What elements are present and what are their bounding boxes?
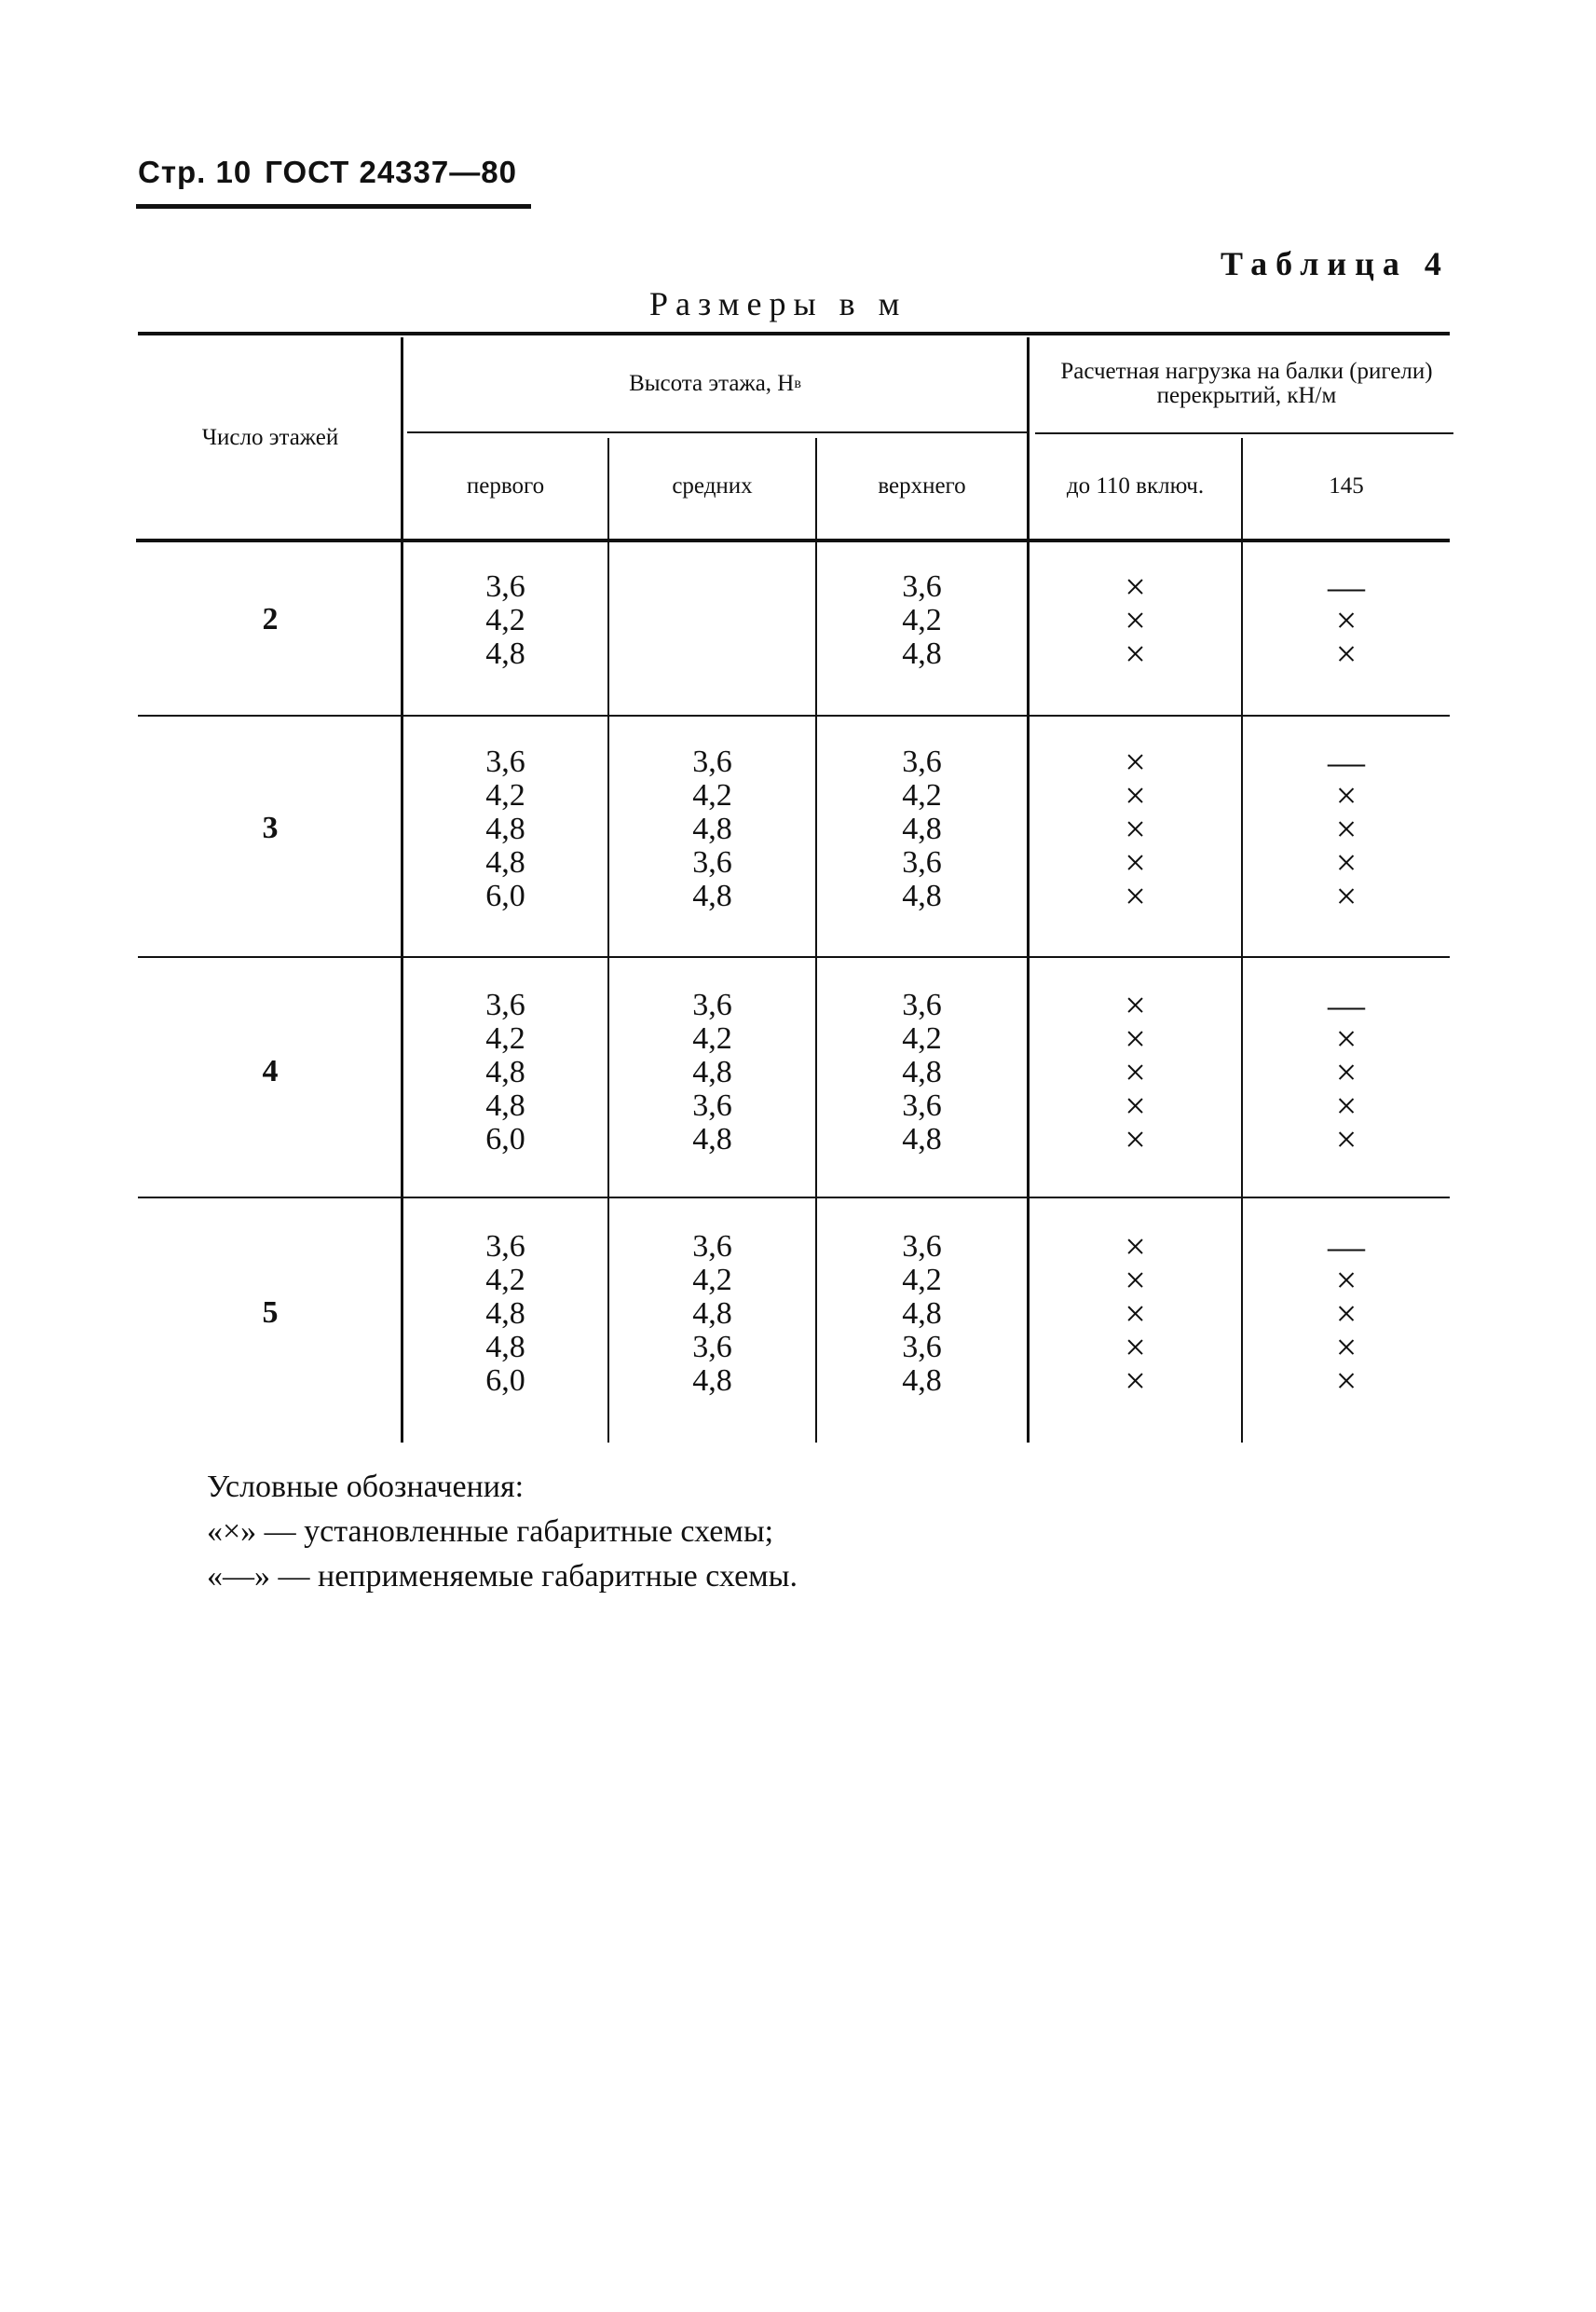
cross-mark: ×	[1125, 1293, 1146, 1334]
height-value: 6,0	[485, 1122, 525, 1156]
height-value: 3,6	[485, 569, 525, 604]
cell-top	[817, 570, 1027, 671]
height-value: 4,2	[485, 1021, 525, 1056]
cross-mark: ×	[1125, 741, 1146, 783]
cell-load145	[1243, 984, 1450, 1160]
page-header	[138, 155, 517, 190]
header-rule	[136, 204, 531, 209]
height-value: 4,2	[692, 778, 732, 813]
height-value: 4,2	[692, 1263, 732, 1297]
height-value: 3,6	[485, 745, 525, 779]
height-value: 4,2	[485, 778, 525, 813]
cell-load145	[1243, 1225, 1450, 1402]
height-value: 3,6	[902, 988, 942, 1022]
table-label: Таблица 4	[1221, 245, 1450, 282]
cross-mark: ×	[1335, 1118, 1357, 1160]
cross-mark: ×	[1125, 1360, 1146, 1402]
col-floors-header: Число этажей	[201, 425, 339, 450]
height-value: 4,2	[485, 1263, 525, 1297]
table-top-rule	[138, 332, 1450, 335]
col-height-header-subscript: в	[794, 376, 801, 391]
cross-mark: ×	[1125, 1225, 1146, 1267]
cell-top	[817, 989, 1027, 1156]
cell-load145	[1243, 566, 1450, 675]
standard-code: ГОСТ 24337—80	[265, 155, 517, 189]
cross-mark: ×	[1125, 984, 1146, 1026]
height-value: 4,8	[692, 812, 732, 846]
cross-mark: ×	[1335, 841, 1357, 883]
cross-mark: ×	[1335, 599, 1357, 641]
cross-mark: ×	[1125, 633, 1146, 675]
cross-mark: ×	[1335, 774, 1357, 816]
col-load145-header: 145	[1329, 473, 1364, 499]
cross-mark: ×	[1125, 1018, 1146, 1060]
height-value: 6,0	[485, 879, 525, 913]
cross-mark: ×	[1335, 1051, 1357, 1093]
floors-count: 3	[262, 811, 279, 845]
height-value: 4,8	[485, 1296, 525, 1331]
cell-middle	[609, 989, 815, 1156]
height-value: 4,8	[902, 1296, 942, 1331]
height-value: 3,6	[692, 1330, 732, 1364]
height-value: 4,8	[692, 1296, 732, 1331]
height-value: 3,6	[902, 745, 942, 779]
height-value: 3,6	[692, 845, 732, 880]
units-label: Размеры в м	[649, 285, 907, 322]
height-value: 4,8	[902, 1055, 942, 1089]
dash-mark: —	[1328, 741, 1365, 783]
col-first-header: первого	[466, 473, 545, 499]
height-value: 6,0	[485, 1363, 525, 1398]
cross-mark: ×	[1335, 1259, 1357, 1301]
cross-mark: ×	[1125, 1259, 1146, 1301]
dash-mark: —	[1328, 984, 1365, 1026]
legend	[207, 1465, 798, 1599]
legend-item: «—» — неприменяемые габаритные схемы.	[207, 1559, 798, 1594]
cross-mark: ×	[1335, 1326, 1357, 1368]
row-separator	[138, 1197, 1450, 1198]
cell-first	[403, 746, 607, 913]
cross-mark: ×	[1335, 875, 1357, 917]
cell-first	[403, 1230, 607, 1398]
col-load-header: Расчетная нагрузка на балки (ригели) перекрытий, кН/м	[1060, 359, 1433, 408]
height-value: 3,6	[485, 1229, 525, 1264]
cell-load110	[1030, 984, 1241, 1160]
cell-load145	[1243, 741, 1450, 917]
cross-mark: ×	[1335, 1360, 1357, 1402]
col-middle-header: средних	[672, 473, 753, 499]
height-value: 3,6	[485, 988, 525, 1022]
cross-mark: ×	[1125, 599, 1146, 641]
cell-middle	[609, 746, 815, 913]
cell-top	[817, 1230, 1027, 1398]
cross-mark: ×	[1125, 841, 1146, 883]
height-value: 4,8	[485, 845, 525, 880]
page-number: Стр. 10	[138, 155, 252, 189]
row-separator	[138, 956, 1450, 958]
height-value: 4,8	[692, 1055, 732, 1089]
cross-mark: ×	[1335, 1018, 1357, 1060]
height-value: 3,6	[902, 1330, 942, 1364]
height-value: 3,6	[692, 1088, 732, 1123]
cross-mark: ×	[1125, 774, 1146, 816]
cell-top	[817, 746, 1027, 913]
height-value: 4,8	[902, 812, 942, 846]
dash-mark: —	[1328, 566, 1365, 608]
height-value: 4,8	[692, 879, 732, 913]
height-value: 3,6	[902, 569, 942, 604]
cell-first	[403, 989, 607, 1156]
cross-mark: ×	[1125, 808, 1146, 850]
height-value: 4,2	[902, 603, 942, 637]
height-sub-rule	[407, 431, 1028, 433]
height-value: 3,6	[902, 1229, 942, 1264]
height-value: 4,2	[902, 1263, 942, 1297]
floors-count: 5	[262, 1295, 279, 1330]
cross-mark: ×	[1125, 1085, 1146, 1127]
cross-mark: ×	[1125, 566, 1146, 608]
height-value: 4,2	[902, 1021, 942, 1056]
legend-item: «×» — установленные габаритные схемы;	[207, 1514, 774, 1549]
cross-mark: ×	[1335, 808, 1357, 850]
cross-mark: ×	[1335, 1085, 1357, 1127]
cross-mark: ×	[1335, 633, 1357, 675]
cross-mark: ×	[1125, 1051, 1146, 1093]
dash-mark: —	[1328, 1225, 1365, 1267]
cross-mark: ×	[1125, 875, 1146, 917]
height-value: 4,2	[692, 1021, 732, 1056]
height-value: 4,8	[902, 1363, 942, 1398]
height-value: 4,2	[485, 603, 525, 637]
cross-mark: ×	[1125, 1118, 1146, 1160]
cross-mark: ×	[1335, 1293, 1357, 1334]
row-separator	[138, 715, 1450, 717]
col-height-header	[403, 337, 1027, 431]
floors-count: 4	[262, 1054, 279, 1088]
height-value: 4,8	[485, 1055, 525, 1089]
floors-count: 2	[262, 602, 279, 636]
height-value: 4,8	[485, 1330, 525, 1364]
height-value: 4,8	[692, 1122, 732, 1156]
cross-mark: ×	[1125, 1326, 1146, 1368]
height-value: 4,2	[902, 778, 942, 813]
height-value: 4,8	[485, 1088, 525, 1123]
height-value: 4,8	[902, 636, 942, 671]
height-value: 3,6	[692, 988, 732, 1022]
cell-load110	[1030, 1225, 1241, 1402]
height-value: 4,8	[485, 636, 525, 671]
legend-title: Условные обозначения:	[207, 1470, 525, 1504]
cell-first	[403, 570, 607, 671]
height-value: 3,6	[902, 1088, 942, 1123]
cell-load110	[1030, 566, 1241, 675]
height-value: 4,8	[692, 1363, 732, 1398]
height-value: 4,8	[902, 879, 942, 913]
col-load110-header: до 110 включ.	[1066, 473, 1205, 499]
height-value: 3,6	[692, 1229, 732, 1264]
height-value: 3,6	[692, 745, 732, 779]
cell-load110	[1030, 741, 1241, 917]
col-top-header: верхнего	[878, 473, 966, 499]
height-value: 4,8	[902, 1122, 942, 1156]
cell-middle	[609, 1230, 815, 1398]
header-bottom-rule	[136, 539, 1450, 542]
height-value: 4,8	[485, 812, 525, 846]
height-value: 3,6	[902, 845, 942, 880]
col-height-header-text: Высота этажа, H	[629, 371, 795, 396]
